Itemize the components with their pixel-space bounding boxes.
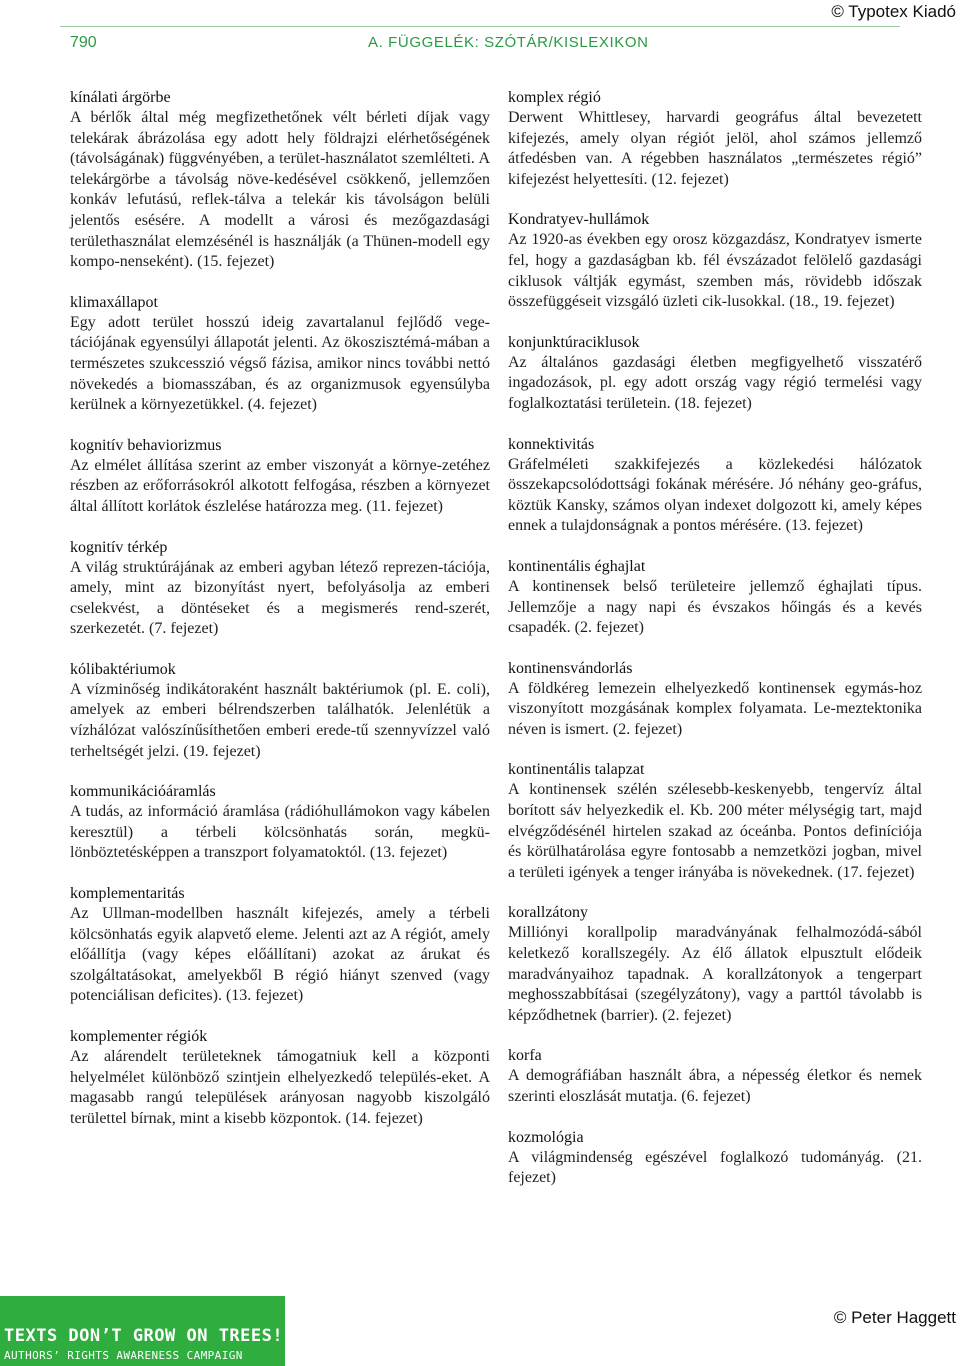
- glossary-entry: [70, 293, 490, 416]
- glossary-definition: Derwent Whittlesey, harvardi geográfus által bevezetett kifejezés, amely olyan régiót jelöl, ahol számos jellemző átfedésben van. A régebben használatos „természetes régió” kifejezést helyettesíti. (12. fejezet): [508, 109, 922, 188]
- glossary-term: kontinentális talapzat: [508, 761, 645, 779]
- glossary-entry: [508, 1128, 922, 1189]
- banner-sub-text: AUTHORS’ RIGHTS AWARENESS CAMPAIGN: [4, 1349, 243, 1362]
- glossary-definition: A tudás, az információ áramlása (rádióhullámokon vagy kábelen keresztül) a térbeli kölcsönhatás során, megkü-lönböztetésképpen a transzport folyamatoktól. (13. fejezet): [70, 803, 490, 862]
- glossary-entry: [508, 435, 922, 537]
- glossary-definition: Az 1920-as években egy orosz közgazdász, Kondratyev ismerte fel, hogy a gazdaságban kb. fél évszázadot felölelő gazdasági ciklusok váltják egymást, szemben más, rövidebb időszak összefüggéseit vizsgáló üzleti cik-lusokkal. (18., 19. fejezet): [508, 231, 922, 311]
- right-column: [508, 88, 922, 1209]
- glossary-definition: Egy adott terület hosszú ideig zavartalanul fejlődő vege-tációjának egyensúlyi állapotát jelenti. Az ökoszisztémá-mában a természetes szukcesszió végső fázisa, amikor nincs további nettó növekedés a biomasszában, és az organizmusok egyensúlyba kerülnek a környezetükkel. (4. fejezet): [70, 313, 490, 414]
- glossary-definition: A kontinensek szélén szélesebb-keskenyebb, tengervíz által borított sáv helyezkedik el. Kb. 200 méter mélységig tart, majd elvégződésénél hirtelen szakad az óceánba. Pontos definíciója és körülhatárolása egyre fontosabb a nemzetközi jogban, mivel a területi igények a tenger irányába is növekednek. (17. fejezet): [508, 781, 922, 881]
- glossary-term: kognitív térkép: [70, 538, 168, 556]
- glossary-term: korfa: [508, 1047, 542, 1065]
- glossary-term: konnektivitás: [508, 435, 595, 453]
- left-column: [70, 88, 490, 1149]
- publisher-copyright: © Typotex Kiadó: [831, 2, 956, 21]
- glossary-definition: A demográfiában használt ábra, a népesség életkor és nemek szerinti eloszlását mutatja. (6. fejezet): [508, 1067, 922, 1105]
- page-number: 790: [70, 34, 97, 51]
- glossary-entry: [508, 88, 922, 190]
- glossary-definition: A világ struktúrájának az emberi agyban létező reprezen-tációja, amely, mint az bizonyítást nyert, befolyásolja az emberi cselekvést, a döntéseket és a megismerés rend-szerét, szerkezetét. (7. fejezet): [70, 558, 490, 638]
- glossary-entry: [508, 333, 922, 415]
- glossary-entry: [508, 659, 922, 741]
- glossary-term: komplex régió: [508, 89, 601, 106]
- running-head: A. FÜGGELÉK: SZÓTÁR/KISLEXIKON: [368, 34, 649, 51]
- glossary-entry: [508, 760, 922, 883]
- glossary-term: konjunktúraciklusok: [508, 333, 640, 351]
- campaign-banner: [0, 1296, 285, 1366]
- glossary-definition: Az általános gazdasági életben megfigyelhető visszatérő ingadozások, pl. egy adott ország vagy régió termelési vagy foglalkoztatási területein. (18. fejezet): [508, 353, 922, 412]
- glossary-term: komplementer régiók: [70, 1028, 208, 1045]
- glossary-term: klimaxállapot: [70, 293, 158, 311]
- glossary-definition: A kontinensek belső területeire jellemző éghajlati típus. Jellemzője a nagy napi és évszakos hőingás és a kevés csapadék. (2. fejezet): [508, 577, 922, 637]
- glossary-term: kognitív behaviorizmus: [70, 436, 222, 454]
- glossary-entry: [70, 88, 490, 273]
- glossary-definition: A földkéreg lemezein elhelyezkedő kontinensek egymás-hoz viszonyított mozgásának komplex folyamata. Le-meztektonika néven is ismert. (2. fejezet): [508, 679, 922, 738]
- glossary-entry: [508, 1046, 922, 1107]
- banner-main-text: TEXTS DON’T GROW ON TREES!: [4, 1326, 284, 1346]
- glossary-term: komplementaritás: [70, 885, 185, 903]
- glossary-definition: A bérlők által még megfizethetőnek vélt bérleti díjak vagy telekárak ábrázolása egy adott hely földrajzi elérhetőségének (távolságának) függvényében, a terület-használatot szemlélteti. A telekárgörbe a távolság növe-kedésével csökkenő, jellemzően konkáv lefutású, reflek-tálva a telekár kis távolságon belüli jelentős esésére. A modellt a városi és mezőgazdasági területhasználat elemzésénél is használják (a Thünen-modell egy kompo-nenseként). (15. fejezet): [70, 109, 490, 271]
- glossary-entry: [508, 557, 922, 639]
- glossary-entry: [70, 1027, 490, 1129]
- glossary-entry: [70, 436, 490, 518]
- glossary-definition: A vízminőség indikátoraként használt baktériumok (pl. E. coli), amelyek az emberi bélrendszerben találhatók. Jelenlétük a vízhálózat valószínűsíthetően emberi erede-tű szennyvízzel való terheltségét jelzi. (19. fejezet): [70, 680, 490, 760]
- glossary-entry: [70, 782, 490, 864]
- glossary-entry: [508, 903, 922, 1026]
- glossary-term: Kondratyev-hullámok: [508, 211, 650, 229]
- glossary-definition: Az elmélet állítása szerint az ember viszonyát a környe-zetéhez részben az erőforrásokról alkotott felfogása, részben a környezet által állított korlátok észlelése határozza meg. (11. fejezet): [70, 456, 490, 515]
- author-copyright: © Peter Haggett: [833, 1308, 956, 1327]
- header-rule: [60, 26, 900, 27]
- glossary-term: kólibaktériumok: [70, 660, 176, 678]
- glossary-entry: [508, 210, 922, 312]
- glossary-entry: [70, 660, 490, 762]
- glossary-entry: [70, 538, 490, 640]
- glossary-definition: Az Ullman-modellben használt kifejezés, amely a térbeli kölcsönhatás egyik alapvető eleme. Jelenti azt az A régiót, amely előállítja (vagy képes előállítani) azokat az árukat és szolgáltatásokat, amelyekből B régió hiányt szenved (vagy potenciálisan deficites). (13. fejezet): [70, 905, 490, 1005]
- glossary-definition: Gráfelméleti szakkifejezés a közlekedési hálózatok összekapcsolódottsági fokának mérésére. Jó néhány geo-gráfus, köztük Kansky, számos olyan indexet dolgozott ki, amely képes ennek a tulajdonságnak a pontos mérésére. (13. fejezet): [508, 455, 922, 535]
- glossary-term: kozmológia: [508, 1128, 584, 1146]
- glossary-entry: [70, 884, 490, 1007]
- glossary-definition: A világmindenség egészével foglalkozó tudományág. (21. fejezet): [508, 1148, 922, 1187]
- glossary-term: kínálati árgörbe: [70, 89, 171, 106]
- glossary-term: kontinentális éghajlat: [508, 557, 646, 575]
- glossary-definition: Az alárendelt területeknek támogatniuk kell a központi helyelmélet különböző szintjein elhelyezkedő település-eket. A magasabb rangú települések arányosan nagyobb kiszolgáló területtel bírnak, mint a kisebb központok. (14. fejezet): [70, 1048, 490, 1127]
- glossary-term: kommunikációáramlás: [70, 783, 216, 801]
- glossary-term: kontinensvándorlás: [508, 659, 633, 677]
- glossary-term: korallzátony: [508, 904, 588, 922]
- glossary-definition: Milliónyi korallpolip maradványának felhalmozódá-sából keletkező korallszegély. Az élő állatok elpusztult elődeik maradványaihoz tapadnak. A korallzátonyok a tengerpart meghosszabbításai (szegélyzátony), vagy a parttól távolabb is képződhetnek (barrier). (2. fejezet): [508, 924, 922, 1024]
